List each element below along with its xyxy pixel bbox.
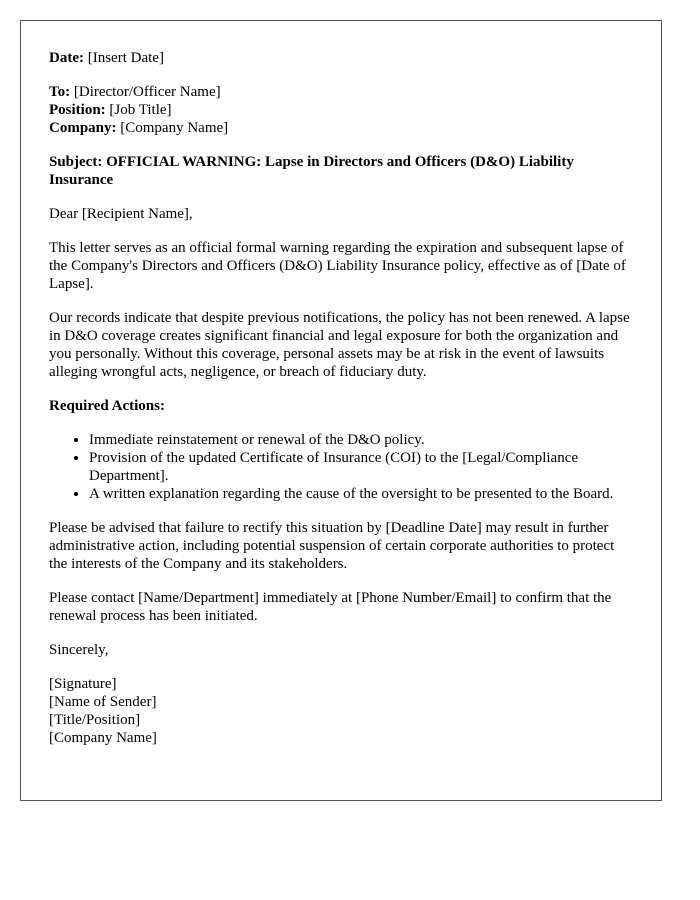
actions-heading-line bbox=[49, 397, 633, 415]
to-value: [Director/Officer Name] bbox=[70, 84, 221, 100]
recipient-block bbox=[49, 83, 633, 137]
date-line bbox=[49, 49, 633, 67]
paragraph-1: This letter serves as an official formal warning regarding the expiration and subsequent lapse of the Company's Directors and Officers (D&O) Liability Insurance policy, effective as of [Date of Lapse]. bbox=[49, 240, 626, 292]
position-line bbox=[49, 101, 633, 119]
company-label: Company: bbox=[49, 120, 117, 136]
date-label: Date: bbox=[49, 50, 84, 66]
sender-title-line: [Title/Position] bbox=[49, 712, 141, 728]
warning-letter bbox=[20, 20, 662, 801]
position-label: Position: bbox=[49, 102, 106, 118]
action-item: • A written explanation regarding the cause of the oversight to be presented to the Board. bbox=[89, 485, 633, 503]
signature-line: [Signature] bbox=[49, 676, 117, 692]
actions-heading: Required Actions: bbox=[49, 398, 165, 414]
subject-text: Subject: OFFICIAL WARNING: Lapse in Directors and Officers (D&O) Liability Insurance bbox=[49, 154, 574, 188]
closing: Sincerely, bbox=[49, 642, 109, 658]
salutation: Dear [Recipient Name], bbox=[49, 206, 193, 222]
signature-block bbox=[49, 675, 633, 747]
to-line bbox=[49, 83, 633, 101]
date-value: [Insert Date] bbox=[83, 50, 164, 66]
action-item: • Provision of the updated Certificate of Insurance (COI) to the [Legal/Compliance Department]. bbox=[89, 449, 633, 485]
action-item: • Immediate reinstatement or renewal of the D&O policy. bbox=[89, 431, 633, 449]
to-label: To: bbox=[49, 84, 71, 100]
actions-list bbox=[49, 431, 633, 503]
paragraph-3: Please be advised that failure to rectify this situation by [Deadline Date] may result in further administrative action, including potential suspension of certain corporate authorities to protect the interests of the Company and its stakeholders. bbox=[49, 520, 615, 572]
company-value: [Company Name] bbox=[116, 120, 229, 136]
sender-company-line: [Company Name] bbox=[49, 730, 157, 746]
position-value: [Job Title] bbox=[105, 102, 172, 118]
sender-name-line: [Name of Sender] bbox=[49, 694, 157, 710]
paragraph-2: Our records indicate that despite previous notifications, the policy has not been renewed. A lapse in D&O coverage creates significant financial and legal exposure for both the organization and you personally. Without this coverage, personal assets may be at risk in the event of lawsuits alleging wrongful acts, negligence, or breach of fiduciary duty. bbox=[49, 310, 630, 380]
subject-line bbox=[49, 153, 633, 189]
paragraph-4: Please contact [Name/Department] immediately at [Phone Number/Email] to confirm that the renewal process has been initiated. bbox=[49, 590, 612, 624]
company-line bbox=[49, 119, 633, 137]
